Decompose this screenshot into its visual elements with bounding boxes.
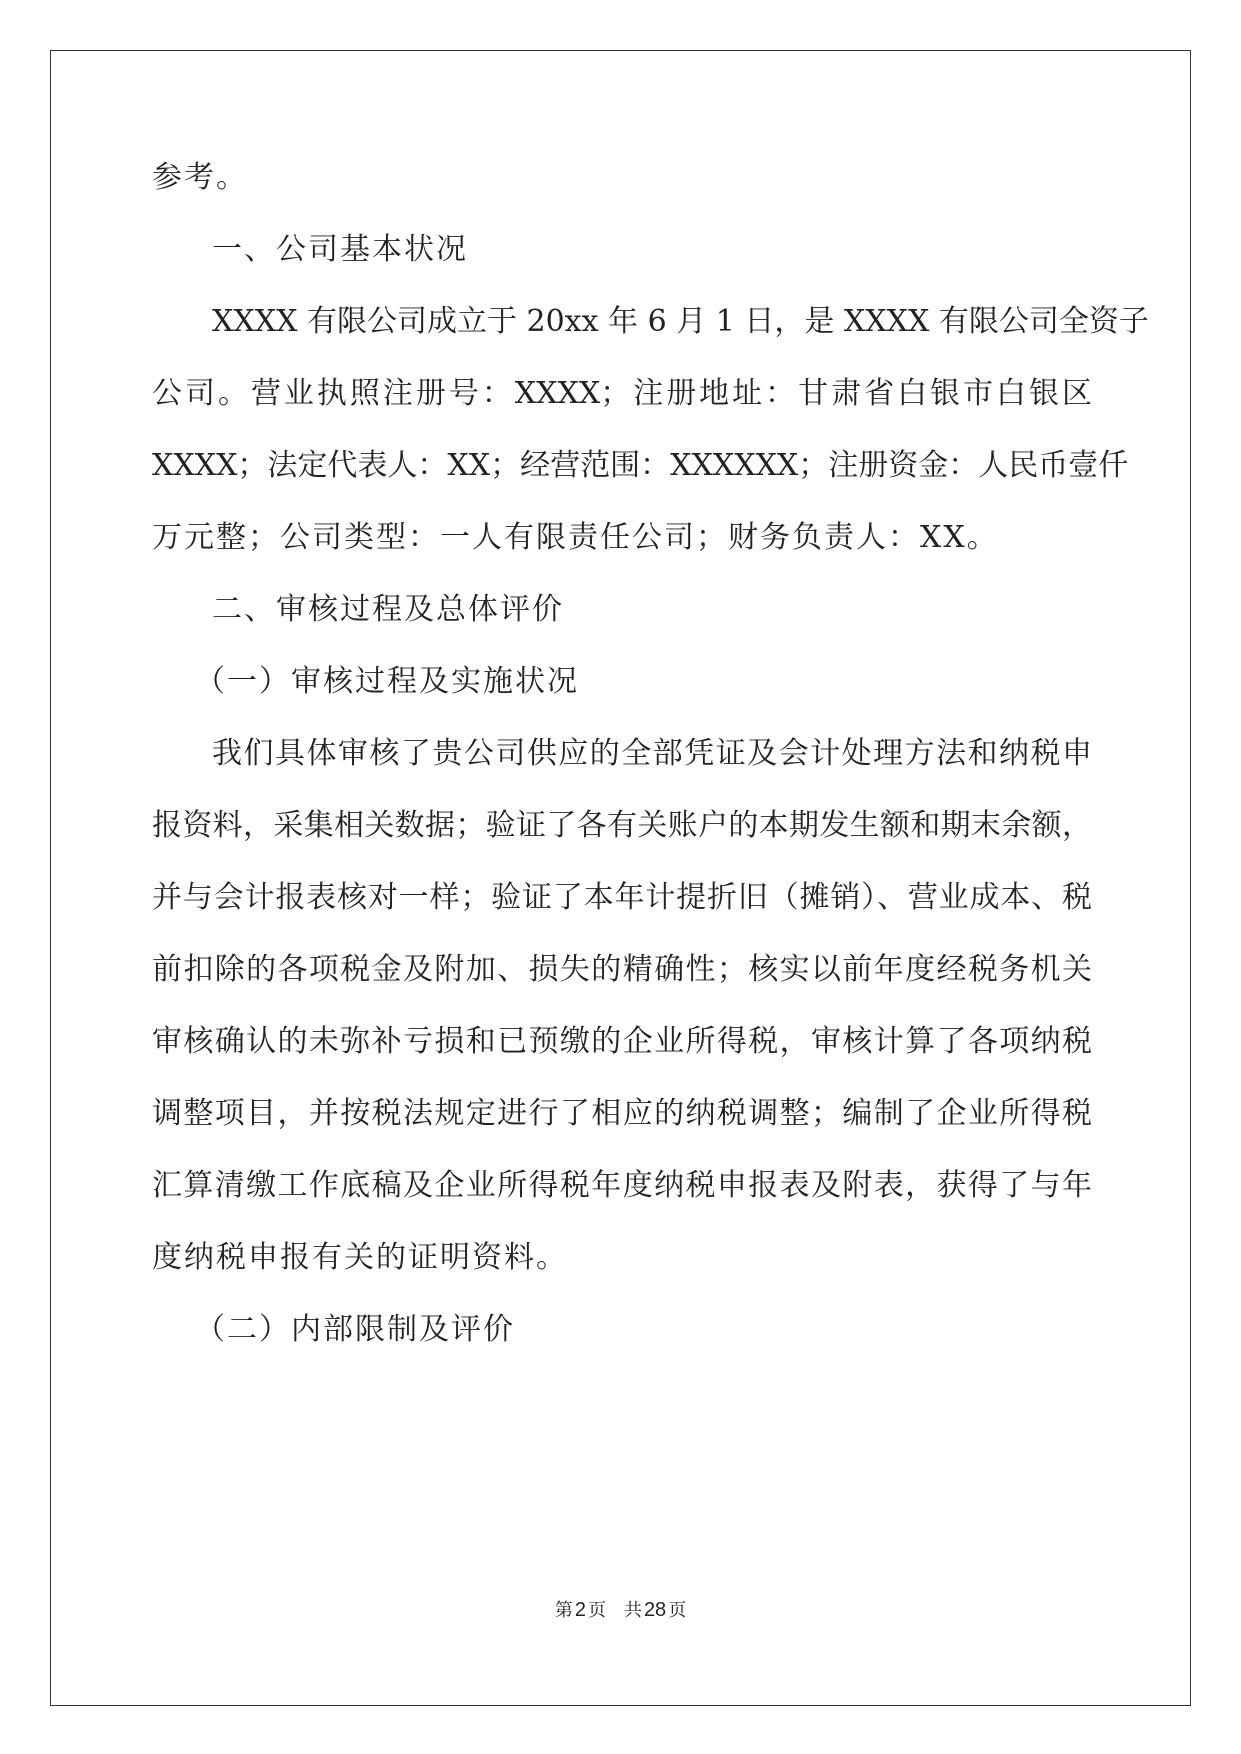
subsection-heading-2: （二）内部限制及评价 [195,1312,515,1347]
paragraph-audit-line-1: 我们具体审核了贵公司供应的全部凭证及会计处理方法和纳税申 [212,736,1092,771]
paragraph-audit-line-3: 并与会计报表核对一样；验证了本年计提折旧（摊销）、营业成本、税 [152,880,1092,915]
page-label-suffix: 页 [587,1600,606,1621]
paragraph-company-line-2: 公司。营业执照注册号：XXXX；注册地址：甘肃省白银市白银区 [152,376,1092,411]
page-footer [0,1598,1241,1623]
paragraph-company-line-3: XXXX；法定代表人：XX；经营范围：XXXXXX；注册资金：人民币壹仟 [152,448,1129,483]
total-label-suffix: 页 [668,1600,687,1621]
subsection-heading-1: （一）审核过程及实施状况 [195,664,579,699]
section-heading-2: 二、审核过程及总体评价 [212,592,564,627]
text-line-closing: 参考。 [152,160,248,195]
paragraph-company-line-4: 万元整；公司类型：一人有限责任公司；财务负责人：XX。 [152,520,999,555]
paragraph-company-line-1: XXXX 有限公司成立于 20xx 年 6 月 1 日，是 XXXX 有限公司全资子 [212,304,1149,339]
paragraph-audit-line-5: 审核确认的未弥补亏损和已预缴的企业所得税，审核计算了各项纳税 [152,1024,1092,1059]
total-pages: 28 [643,1599,667,1621]
page-number: 2 [574,1599,586,1621]
paragraph-audit-line-7: 汇算清缴工作底稿及企业所得税年度纳税申报表及附表，获得了与年 [152,1168,1092,1203]
paragraph-audit-line-2: 报资料，采集相关数据；验证了各有关账户的本期发生额和期末余额， [152,808,1092,843]
paragraph-audit-line-6: 调整项目，并按税法规定进行了相应的纳税调整；编制了企业所得税 [152,1096,1092,1131]
section-heading-1: 一、公司基本状况 [212,232,468,267]
page-label-prefix: 第 [554,1600,573,1621]
total-label-prefix: 共 [623,1600,642,1621]
paragraph-audit-line-8: 度纳税申报有关的证明资料。 [152,1240,568,1275]
paragraph-audit-line-4: 前扣除的各项税金及附加、损失的精确性；核实以前年度经税务机关 [152,952,1092,987]
